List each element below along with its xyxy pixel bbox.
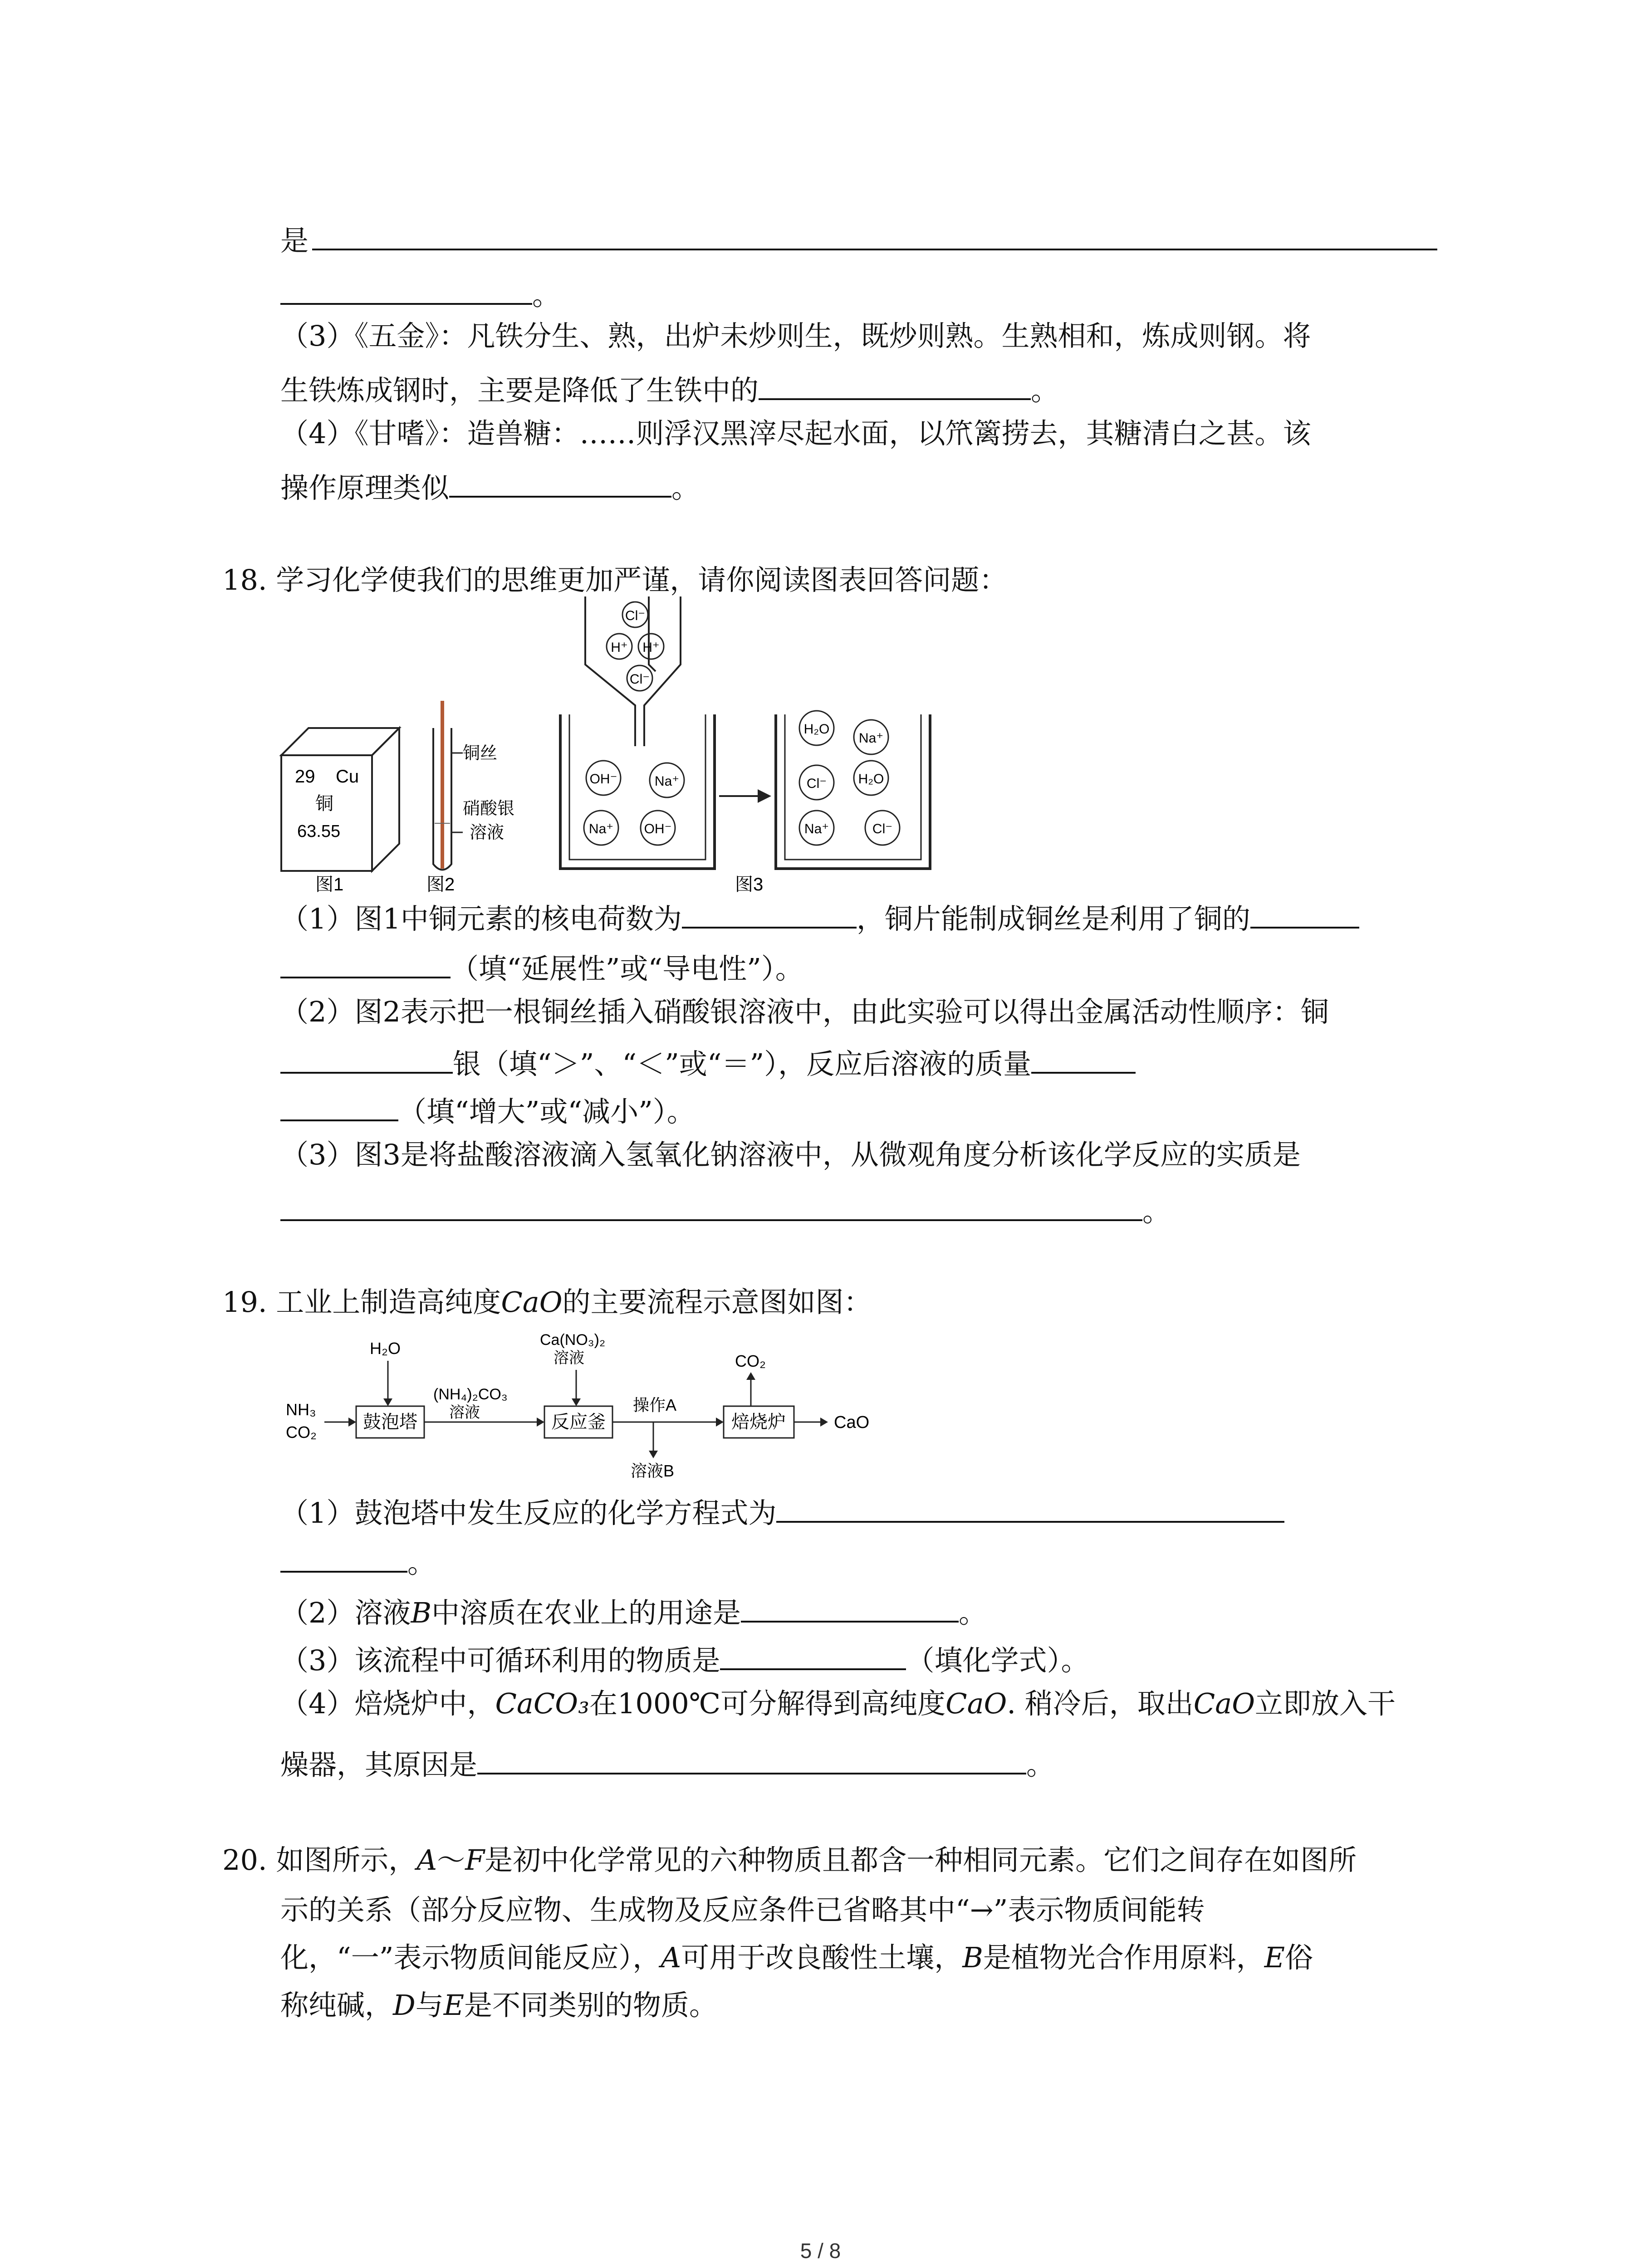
wire-label: 铜丝 — [463, 744, 498, 763]
answer-blank[interactable] — [280, 277, 532, 305]
q17-line-a: 是 — [280, 222, 1437, 255]
water-input: H₂O — [370, 1339, 401, 1358]
svg-text:OH⁻: OH⁻ — [644, 821, 672, 836]
carbonate-label-2: 溶液 — [449, 1404, 480, 1421]
answer-blank[interactable] — [1250, 900, 1359, 929]
operation-a: 操作A — [633, 1396, 677, 1414]
atomic-mass: 63.55 — [297, 822, 341, 841]
nitrate-label-1: Ca(NO₃)₂ — [540, 1331, 606, 1349]
figure-1-element-cube — [281, 728, 399, 894]
nitrate-label-2: 溶液 — [554, 1349, 584, 1367]
svg-text:Na⁺: Na⁺ — [858, 731, 884, 746]
input-co2: CO₂ — [286, 1423, 317, 1442]
answer-blank[interactable] — [682, 900, 857, 929]
beaker-1 — [560, 714, 715, 869]
q18-part2-line2: 银（填“＞”、“＜”或“＝”），反应后溶液的质量 — [280, 1046, 1136, 1078]
q17-part4-line1: （4）《甘嗜》：造兽糖：……则浮汉黑滓尽起水面，以笊篱捞去，其糖清白之甚。该 — [280, 417, 1311, 450]
q18-part1-line1: （1）图1中铜元素的核电荷数为 ，铜片能制成铜丝是利用了铜的 — [280, 900, 1359, 933]
q19-part1-line1: （1）鼓泡塔中发生反应的化学方程式为 — [280, 1495, 1284, 1527]
figure-3-caption: 图3 — [735, 875, 764, 894]
svg-text:H₂O: H₂O — [858, 772, 884, 787]
svg-text:OH⁻: OH⁻ — [589, 772, 617, 787]
q20-line2: 示的关系（部分反应物、生成物及反应条件已省略其中“→”表示物质间能转 — [280, 1893, 1205, 1926]
answer-blank[interactable] — [280, 1193, 1142, 1221]
answer-blank[interactable] — [776, 1495, 1284, 1523]
q18-part3-line1: （3）图3是将盐酸溶液滴入氢氧化钠溶液中，从微观角度分析该化学反应的实质是 — [280, 1138, 1301, 1171]
input-nh3: NH₃ — [286, 1400, 316, 1419]
q20-line1: 20. 如图所示，A～F是初中化学常见的六种物质且都含一种相同元素。它们之间存在如图所 — [222, 1843, 1357, 1877]
q17-part3-line1: （3）《五金》：凡铁分生、熟，出炉未炒则生，既炒则熟。生熟相和，炼成则钢。将 — [280, 319, 1311, 352]
element-symbol: Cu — [336, 767, 359, 787]
solution-label-2: 溶液 — [470, 823, 505, 842]
q17-line-a2: 。 — [280, 277, 560, 309]
beaker-2 — [776, 714, 930, 869]
q19-stem: 19. 工业上制造高纯度CaO的主要流程示意图如图： — [222, 1286, 872, 1319]
svg-text:Na⁺: Na⁺ — [654, 774, 680, 789]
q19-part4-line1: （4）焙烧炉中，CaCO₃在1000℃可分解得到高纯度CaO. 稍冷后，取出CaO立即放入干 — [280, 1687, 1396, 1720]
q19-part2: （2）溶液B中溶质在农业上的用途是 。 — [280, 1594, 987, 1627]
page-number: 5 / 8 — [800, 2239, 841, 2263]
svg-text:Cl⁻: Cl⁻ — [629, 672, 650, 687]
answer-blank[interactable] — [312, 222, 1437, 250]
svg-text:Na⁺: Na⁺ — [588, 821, 614, 836]
q18-part2-line3: （填“增大”或“减小”）。 — [280, 1093, 695, 1126]
gas-output: CO₂ — [735, 1352, 766, 1370]
svg-text:H⁺: H⁺ — [611, 640, 628, 655]
q19-part4-line2: 燥器，其原因是 。 — [280, 1746, 1054, 1779]
svg-text:Cl⁻: Cl⁻ — [806, 776, 827, 791]
answer-blank[interactable] — [741, 1594, 959, 1623]
solution-label-1: 硝酸银 — [463, 799, 515, 818]
q18-part2-line1: （2）图2表示把一根铜丝插入硝酸银溶液中，由此实验可以得出金属活动性顺序：铜 — [280, 995, 1329, 1028]
answer-blank[interactable] — [1031, 1046, 1136, 1074]
q18-part3-line2: 。 — [280, 1193, 1171, 1226]
q18-stem: 18. 学习化学使我们的思维更加严谨，请你阅读图表回答问题： — [222, 563, 1008, 596]
svg-text:Na⁺: Na⁺ — [804, 821, 829, 836]
bubble-tower-label: 鼓泡塔 — [363, 1412, 417, 1432]
reactor-label: 反应釜 — [551, 1412, 606, 1432]
figure-1-caption: 图1 — [315, 875, 344, 894]
q17-part3-line2: 生铁炼成钢时，主要是降低了生铁中的 。 — [280, 372, 1059, 405]
svg-text:H⁺: H⁺ — [642, 640, 660, 655]
solution-b: 溶液B — [631, 1461, 675, 1480]
answer-blank[interactable] — [759, 372, 1031, 400]
carbonate-label-1: (NH₄)₂CO₃ — [433, 1386, 508, 1403]
figure-3-neutralization — [560, 596, 930, 894]
answer-blank[interactable] — [280, 1093, 398, 1121]
q19-part1-line2: 。 — [280, 1545, 436, 1577]
atomic-number: 29 — [295, 767, 315, 787]
kiln-label: 焙烧炉 — [731, 1412, 786, 1432]
figure-2-test-tube — [426, 701, 514, 894]
svg-text:Cl⁻: Cl⁻ — [872, 821, 893, 836]
q18-part1-line2: （填“延展性”或“导电性”）。 — [280, 950, 803, 983]
answer-blank[interactable] — [720, 1642, 906, 1670]
q20-line4: 称纯碱，D与E是不同类别的物质。 — [280, 1989, 718, 2022]
answer-blank[interactable] — [280, 1046, 453, 1074]
q19-part3: （3）该流程中可循环利用的物质是 （填化学式）。 — [280, 1642, 1089, 1675]
svg-text:Cl⁻: Cl⁻ — [625, 608, 646, 623]
element-name: 铜 — [315, 794, 333, 814]
product: CaO — [834, 1413, 870, 1432]
figure-2-caption: 图2 — [426, 875, 455, 894]
svg-text:H₂O: H₂O — [803, 722, 830, 737]
answer-blank[interactable] — [280, 950, 451, 978]
q18-figure — [272, 596, 953, 896]
q17-part4-line2: 操作原理类似 。 — [280, 469, 700, 502]
answer-blank[interactable] — [449, 469, 671, 498]
q19-flow-diagram — [277, 1331, 912, 1481]
q20-line3: 化，“一”表示物质间能反应），A可用于改良酸性土壤，B是植物光合作用原料，E俗 — [280, 1941, 1313, 1974]
answer-blank[interactable] — [477, 1746, 1026, 1774]
answer-blank[interactable] — [280, 1545, 407, 1573]
